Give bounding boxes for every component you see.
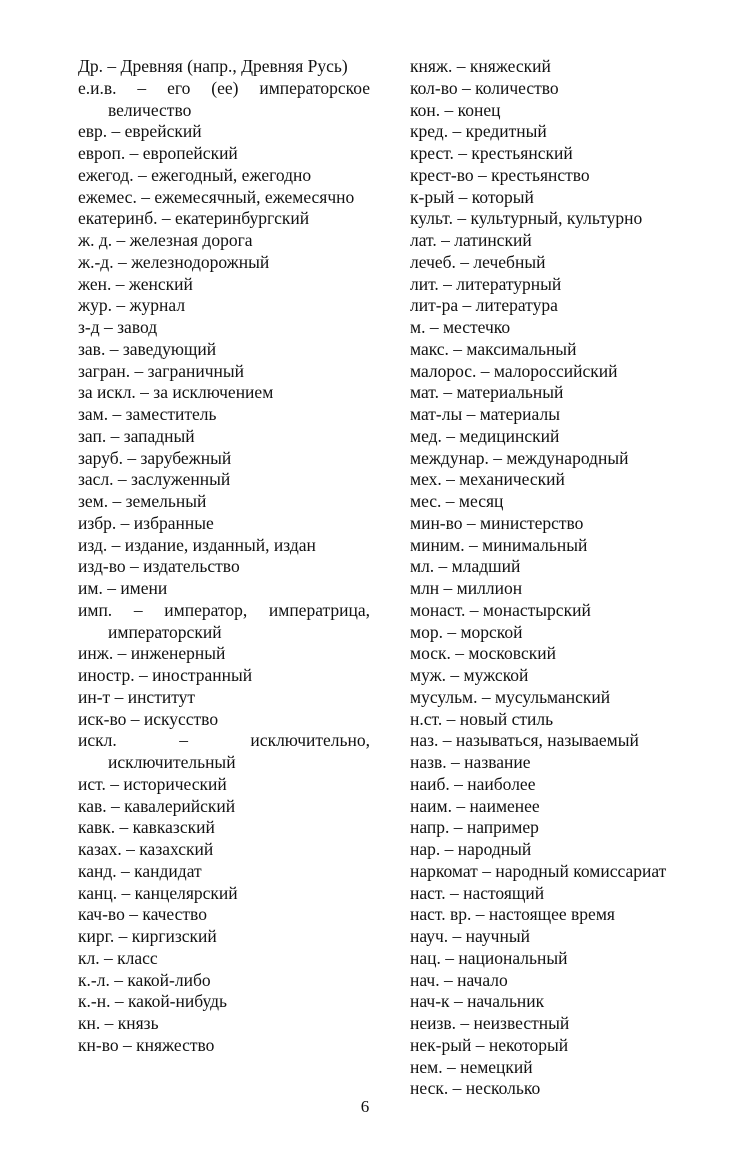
abbreviation-entry: избр. – избранные — [78, 512, 214, 533]
abbreviation-entry: заруб. – зарубежный — [78, 447, 232, 468]
abbreviation-entry: нем. – немецкий — [410, 1056, 533, 1077]
abbreviation-entry: лит. – литературный — [410, 273, 562, 294]
abbreviation-entry: Др. – Древняя (напр., Древняя Русь) — [78, 56, 348, 76]
abbreviation-entry: мусульм. – мусульманский — [410, 686, 611, 707]
abbreviation-entry: междунар. – международный — [410, 447, 629, 468]
abbreviations-column-left — [78, 56, 370, 1057]
abbreviation-entry: жен. – женский — [78, 273, 193, 294]
abbreviation-entry: наз. – называться, называемый — [410, 730, 639, 751]
abbreviation-entry: мат. – материальный — [410, 382, 564, 403]
abbreviation-entry: млн – миллион — [410, 578, 523, 598]
abbreviation-entry: муж. – мужской — [410, 665, 529, 685]
abbreviation-entry: крест. – крестьянский — [410, 143, 573, 163]
abbreviation-entry: неизв. – неизвестный — [410, 1013, 570, 1033]
abbreviation-entry: ж.-д. – железнодорожный — [78, 251, 270, 272]
abbreviation-entry: жур. – журнал — [78, 295, 186, 316]
abbreviation-entry: ин-т – институт — [78, 686, 196, 707]
abbreviation-entry: нач-к – начальник — [410, 991, 545, 1012]
abbreviation-entry: изд. – издание, изданный, издан — [78, 534, 316, 555]
abbreviation-entry: нар. – народный — [410, 839, 532, 859]
abbreviation-entry: наркомат – народный комиссариат — [410, 860, 667, 881]
abbreviation-entry: европ. – европейский — [78, 143, 238, 163]
abbreviation-entry: к-рый – который — [410, 186, 534, 207]
abbreviation-entry: кирг. – киргизский — [78, 926, 217, 946]
abbreviation-entry: мес. – месяц — [410, 491, 504, 511]
abbreviation-entry: м. – местечко — [410, 317, 511, 337]
abbreviation-entry: екатеринб. – екатеринбургский — [78, 208, 310, 229]
abbreviation-entry: мед. – медицинский — [410, 425, 560, 446]
abbreviation-entry: малорос. – малороссийский — [410, 360, 618, 381]
abbreviation-entry: е.и.в. – его (ее) императорское величество — [78, 77, 370, 120]
abbreviation-entry: иностр. – иностранный — [78, 665, 253, 685]
abbreviation-entry: канц. – канцелярский — [78, 882, 238, 903]
abbreviation-entry: кл. – класс — [78, 947, 158, 968]
abbreviation-entry: ж. д. – железная дорога — [78, 230, 253, 250]
abbreviation-entry: кавк. – кавказский — [78, 817, 215, 838]
abbreviation-entry: к.-л. – какой-либо — [78, 969, 211, 990]
abbreviation-entry: н.ст. – новый стиль — [410, 708, 554, 729]
abbreviation-entry: нек-рый – некоторый — [410, 1034, 569, 1055]
abbreviation-entry: лит-ра – литература — [410, 295, 558, 316]
page-number: 6 — [360, 1097, 370, 1116]
abbreviation-entry: иск-во – искусство — [78, 708, 219, 729]
abbreviation-entry: миним. – минимальный — [410, 534, 588, 555]
abbreviation-entry: кач-во – качество — [78, 904, 207, 925]
abbreviation-entry: зап. – западный — [78, 425, 195, 446]
abbreviation-entry: искл. – исключительно, исключительный — [78, 730, 370, 772]
abbreviation-entry: наст. – настоящий — [410, 882, 545, 903]
abbreviation-entry: мин-во – министерство — [410, 512, 584, 533]
abbreviations-column-right — [410, 56, 710, 1100]
abbreviation-entry: кн. – князь — [78, 1013, 159, 1033]
abbreviation-entry: лечеб. – лечебный — [410, 251, 546, 272]
abbreviation-entry: загран. – заграничный — [78, 360, 245, 381]
abbreviation-entry: кред. – кредитный — [410, 121, 547, 142]
abbreviation-entry: мат-лы – материалы — [410, 404, 560, 424]
abbreviation-entry: монаст. – монастырский — [410, 599, 591, 620]
abbreviation-entry: ежегод. – ежегодный, ежегодно — [78, 164, 312, 185]
abbreviation-entry: имп. – император, императрица, императорский — [78, 599, 370, 642]
abbreviation-entry: нац. – национальный — [410, 947, 568, 968]
abbreviation-entry: крест-во – крестьянство — [410, 164, 590, 185]
abbreviation-entry: моск. – московский — [410, 643, 556, 664]
abbreviation-entry: ежемес. – ежемесячный, ежемесячно — [78, 186, 355, 207]
abbreviation-entry: науч. – научный — [410, 926, 530, 946]
abbreviation-entry: мл. – младший — [410, 556, 521, 577]
abbreviation-entry: кон. – конец — [410, 99, 501, 120]
abbreviation-entry: кн-во – княжество — [78, 1034, 215, 1055]
abbreviation-entry: з-д – завод — [78, 317, 158, 337]
abbreviation-entry: княж. – княжеский — [410, 56, 551, 76]
abbreviation-entry: ист. – исторический — [78, 773, 227, 794]
abbreviation-entry: культ. – культурный, культурно — [410, 208, 643, 229]
abbreviation-entry: канд. – кандидат — [78, 860, 202, 881]
abbreviation-entry: лат. – латинский — [410, 230, 532, 250]
abbreviation-entry: казах. – казахский — [78, 839, 214, 859]
abbreviation-entry: наиб. – наиболее — [410, 773, 536, 794]
abbreviation-entry: нач. – начало — [410, 969, 508, 990]
abbreviation-entry: им. – имени — [78, 578, 168, 598]
abbreviation-entry: напр. – например — [410, 817, 539, 838]
abbreviation-entry: изд-во – издательство — [78, 556, 240, 577]
abbreviation-entry: мех. – механический — [410, 469, 565, 490]
abbreviation-entry: мор. – морской — [410, 621, 523, 642]
abbreviation-entry: засл. – заслуженный — [78, 469, 231, 490]
abbreviation-entry: за искл. – за исключением — [78, 382, 274, 403]
abbreviation-entry: зав. – заведующий — [78, 338, 217, 359]
abbreviation-entry: кав. – кавалерийский — [78, 795, 236, 816]
abbreviation-entry: зем. – земельный — [78, 491, 207, 511]
abbreviation-entry: к.-н. – какой-нибудь — [78, 991, 228, 1012]
abbreviation-entry: зам. – заместитель — [78, 404, 217, 424]
abbreviation-entry: кол-во – количество — [410, 77, 559, 98]
abbreviation-entry: назв. – название — [410, 752, 531, 772]
abbreviation-entry: макс. – максимальный — [410, 338, 577, 359]
abbreviation-entry: наим. – наименее — [410, 795, 540, 816]
abbreviation-entry: наст. вр. – настоящее время — [410, 904, 615, 925]
abbreviation-entry: неск. – несколько — [410, 1078, 541, 1099]
abbreviation-entry: евр. – еврейский — [78, 121, 202, 142]
abbreviation-entry: инж. – инженерный — [78, 643, 226, 664]
